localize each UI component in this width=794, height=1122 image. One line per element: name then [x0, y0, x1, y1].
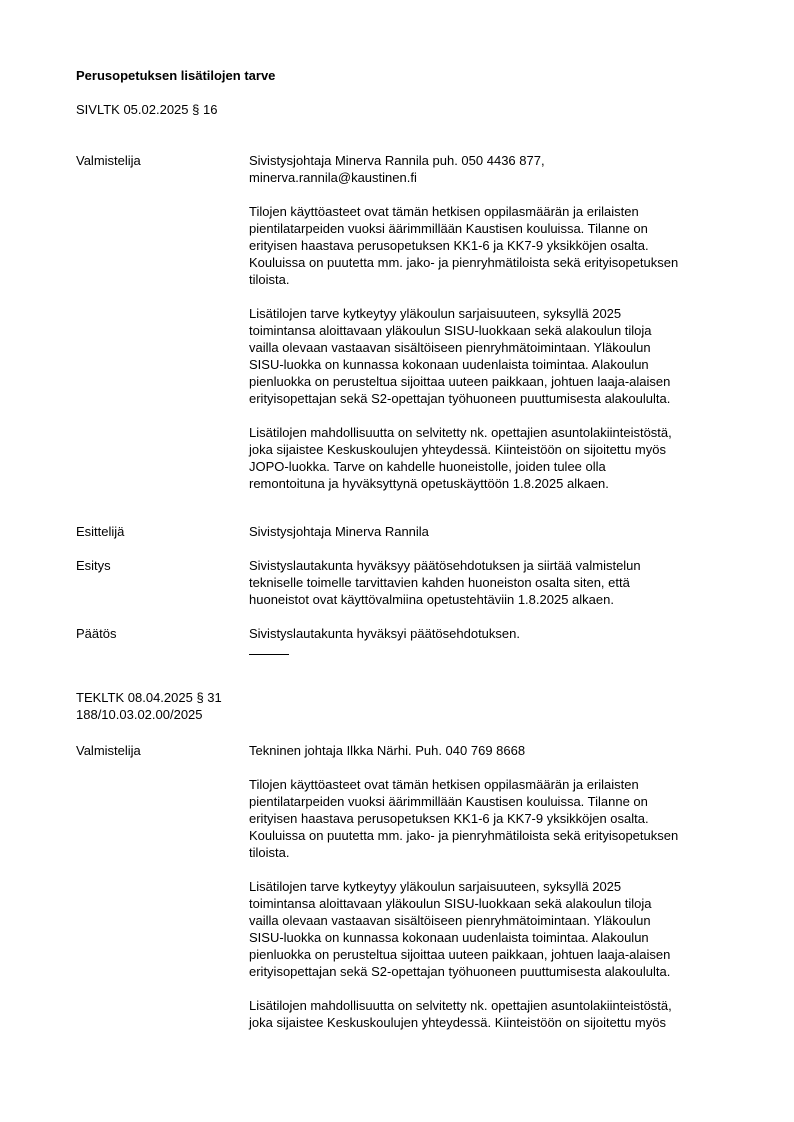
text-line: joka sijaistee Keskuskoulujen yhteydessä. Kiinteistöön on sijoitettu myös [249, 1015, 666, 1030]
text-line: pienluokka on perusteltua sijoittaa uuteen paikkaan, johtuen laaja-alaisen [249, 374, 671, 389]
text-line: Kouluissa on puutetta mm. jako- ja pienryhmätiloista sekä erityisopetuksen [249, 828, 679, 843]
text-line: huoneistot ovat käyttövalmiina opetustehtäviin 1.8.2025 alkaen. [249, 592, 614, 607]
text-line: Lisätilojen mahdollisuutta on selvitetty nk. opettajien asuntolakiinteistöstä, [249, 425, 672, 440]
text-line: tekniselle toimelle tarvittavien kahden huoneiston osalta siten, että [249, 575, 630, 590]
signature-line [249, 654, 289, 655]
document-title: Perusopetuksen lisätilojen tarve [76, 68, 276, 83]
text-line: pienluokka on perusteltua sijoittaa uuteen paikkaan, johtuen laaja-alaisen [249, 947, 671, 962]
case-number: 188/10.03.02.00/2025 [76, 707, 203, 722]
text-line: toimintansa aloittavaan yläkoulun SISU-luokkaan sekä alakoulun tiloja [249, 323, 652, 338]
text-line: Lisätilojen tarve kytkeytyy yläkoulun sarjaisuuteen, syksyllä 2025 [249, 879, 622, 894]
valmistelija-label: Valmistelija [76, 743, 141, 758]
meeting-reference-sivltk: SIVLTK 05.02.2025 § 16 [76, 102, 218, 117]
text-line: erityisopettajan sekä S2-opettajan työhuoneen puuttumisesta alakoululta. [249, 391, 671, 406]
paragraph [249, 203, 739, 288]
text-line: Tilojen käyttöasteet ovat tämän hetkisen oppilasmäärän ja erilaisten [249, 777, 639, 792]
text-line: Sivistyslautakunta hyväksyy päätösehdotuksen ja siirtää valmistelun [249, 558, 641, 573]
text-line: toimintansa aloittavaan yläkoulun SISU-luokkaan sekä alakoulun tiloja [249, 896, 652, 911]
text-line: Kouluissa on puutetta mm. jako- ja pienryhmätiloista sekä erityisopetuksen [249, 255, 679, 270]
paragraph [249, 305, 739, 407]
esittelija-label: Esittelijä [76, 524, 125, 539]
paragraph [249, 997, 739, 1031]
text-line: Lisätilojen mahdollisuutta on selvitetty nk. opettajien asuntolakiinteistöstä, [249, 998, 672, 1013]
text-line: erityisen haastava perusopetuksen KK1-6 ja KK7-9 yksikköjen osalta. [249, 811, 649, 826]
text-line: pientilatarpeiden vuoksi äärimmillään Kaustisen kouluissa. Tilanne on [249, 221, 648, 236]
paragraph [249, 424, 739, 492]
text-line: pientilatarpeiden vuoksi äärimmillään Kaustisen kouluissa. Tilanne on [249, 794, 648, 809]
text-line: vailla olevaan vastaavan sisältöiseen pienryhmätoimintaan. Yläkoulun [249, 913, 651, 928]
paragraph [249, 878, 739, 980]
text-line: SISU-luokka on kunnassa kokonaan uudenlaista toimintaa. Alakoulun [249, 930, 649, 945]
preparer-info [249, 152, 739, 186]
text-line: vailla olevaan vastaavan sisältöiseen pienryhmätoimintaan. Yläkoulun [249, 340, 651, 355]
esitys-label: Esitys [76, 558, 111, 573]
valmistelija-content [249, 742, 739, 1048]
text-line: joka sijaistee Keskuskoulujen yhteydessä. Kiinteistöön on sijoitettu myös [249, 442, 666, 457]
text-line: JOPO-luokka. Tarve on kahdelle huoneistolle, joiden tulee olla [249, 459, 606, 474]
text-line: erityisopettajan sekä S2-opettajan työhuoneen puuttumisesta alakoululta. [249, 964, 671, 979]
preparer-line: Sivistysjohtaja Minerva Rannila puh. 050 4436 877, [249, 153, 545, 168]
valmistelija-label: Valmistelija [76, 153, 141, 168]
text-line: tiloista. [249, 845, 290, 860]
text-line: Tilojen käyttöasteet ovat tämän hetkisen oppilasmäärän ja erilaisten [249, 204, 639, 219]
paatos-content [249, 625, 739, 656]
esittelija-value: Sivistysjohtaja Minerva Rannila [249, 524, 429, 539]
text-line: erityisen haastava perusopetuksen KK1-6 ja KK7-9 yksikköjen osalta. [249, 238, 649, 253]
meeting-line: TEKLTK 08.04.2025 § 31 [76, 690, 222, 705]
text-line: tiloista. [249, 272, 290, 287]
signature-line-wrapper [249, 642, 739, 656]
meeting-reference-tekltk [76, 689, 222, 723]
text-line: Lisätilojen tarve kytkeytyy yläkoulun sarjaisuuteen, syksyllä 2025 [249, 306, 622, 321]
text-line: remontoituna ja hyväksyttynä opetuskäyttöön 1.8.2025 alkaen. [249, 476, 609, 491]
preparer-info: Tekninen johtaja Ilkka Närhi. Puh. 040 769 8668 [249, 743, 526, 758]
preparer-email: minerva.rannila@kaustinen.fi [249, 170, 417, 185]
text-line: SISU-luokka on kunnassa kokonaan uudenlaista toimintaa. Alakoulun [249, 357, 649, 372]
esitys-content [249, 557, 739, 608]
paatos-label: Päätös [76, 626, 117, 641]
paragraph [249, 776, 739, 861]
decision-text: Sivistyslautakunta hyväksyi päätösehdotuksen. [249, 626, 520, 641]
valmistelija-content [249, 152, 739, 509]
